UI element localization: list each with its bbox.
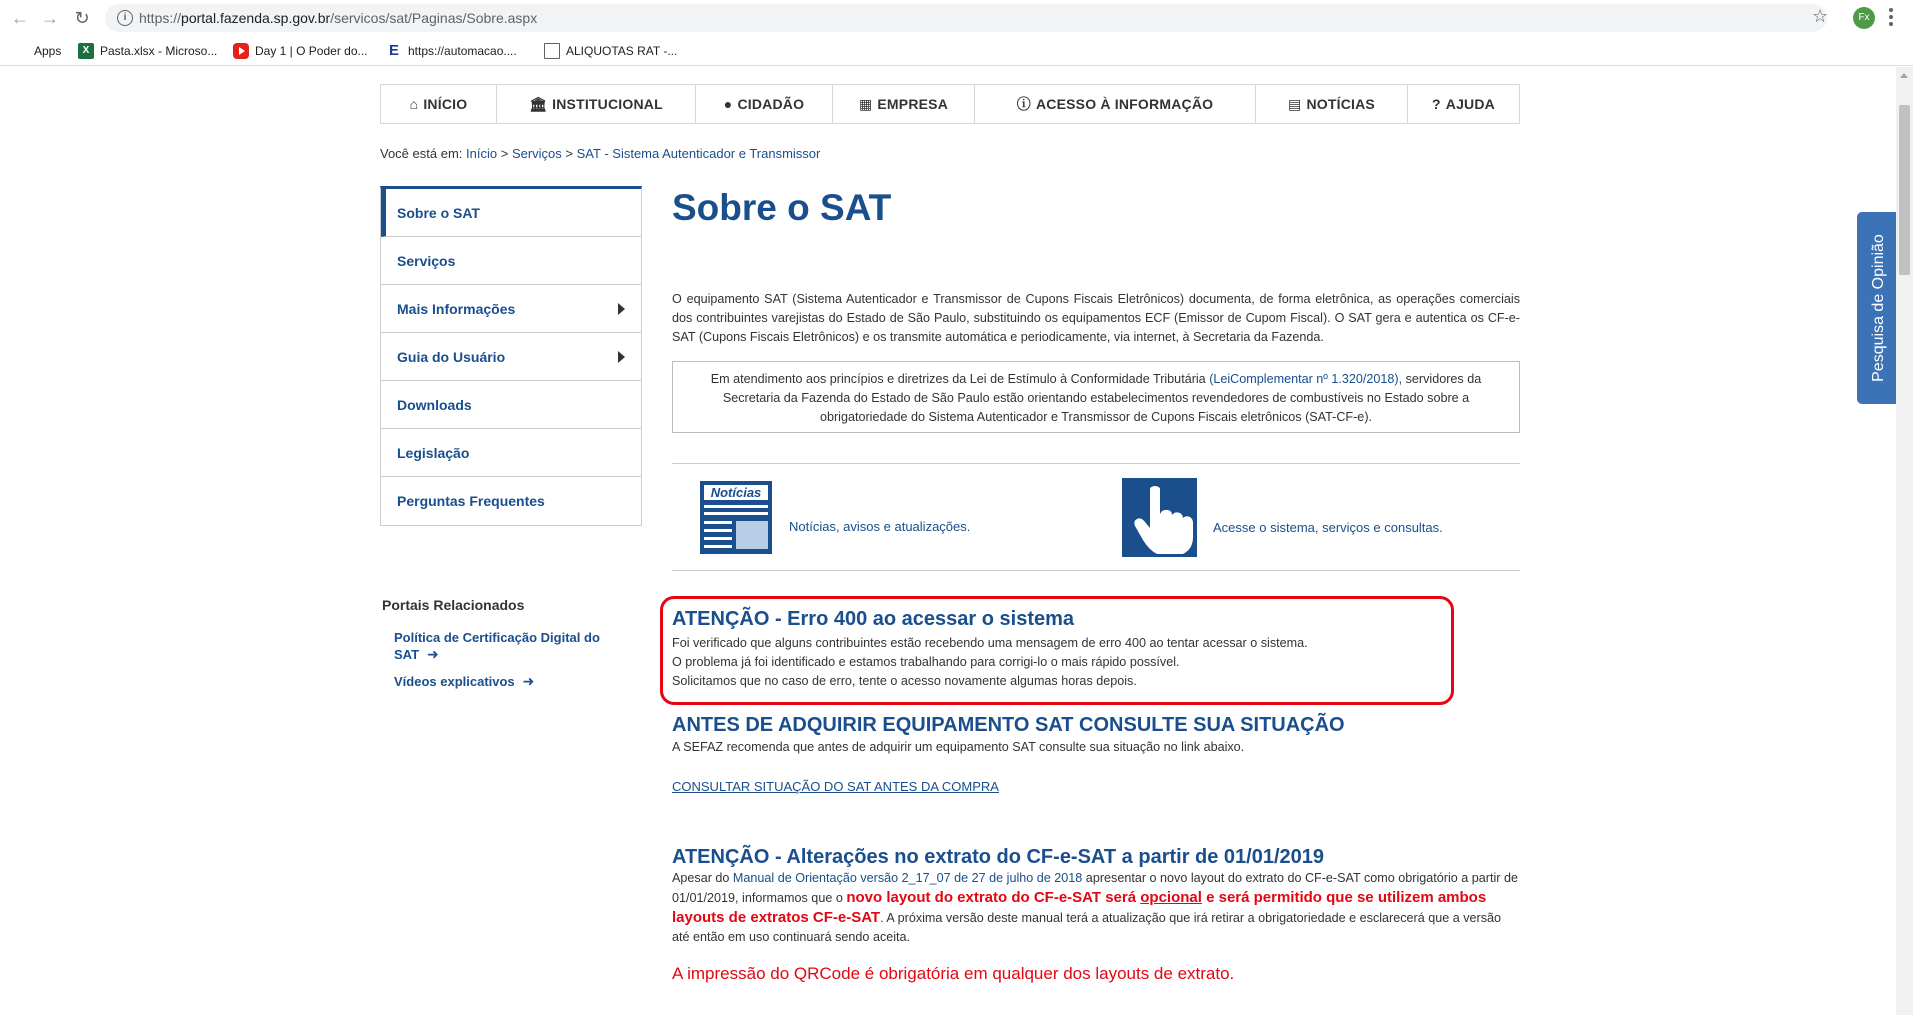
sidebar-item-perguntas[interactable] [381, 477, 641, 525]
document-icon [544, 43, 560, 59]
divider [672, 463, 1520, 464]
back-arrow-icon[interactable]: ← [11, 7, 29, 28]
scrollbar-thumb[interactable] [1899, 105, 1910, 275]
profile-avatar[interactable]: Fx [1853, 7, 1875, 29]
sidebar-item-mais-informacoes[interactable] [381, 285, 641, 333]
bookmarks-bar [0, 36, 1913, 66]
url-text[interactable] [139, 10, 537, 26]
nav-acesso-informacao[interactable] [975, 85, 1256, 123]
extrato-text: . A próxima versão deste manual terá a atualização que irá retirar a obrigatoriedade e esclarecerá que a versão até então em uso continuará sendo aceita. [672, 911, 1502, 944]
page-title: Sobre o SAT [672, 187, 892, 228]
intro-paragraph: O equipamento SAT (Sistema Autenticador e Transmissor de Cupons Fiscais Eletrônicos) documenta, de forma eletrônica, as operações comerciais dos contribuintes varejistas do Estado de São Paulo, substituindo os equipamentos ECF (Emissor de Cupom Fiscal). O SAT gera e autentica os CF-e-SAT (Cupons Fiscais Eletrônicos) e os transmite automática e periodicamente, via internet, à Secretaria da Fazenda. [672, 292, 1520, 344]
alert-title: ATENÇÃO - Erro 400 ao acessar o sistema [672, 608, 1075, 630]
arrow-right-icon: ➜ [522, 673, 535, 689]
sidebar-item-guia[interactable] [381, 333, 641, 381]
page-content [0, 67, 1896, 1015]
url-path: /servicos/sat/Paginas/Sobre.aspx [330, 10, 538, 26]
divider [672, 570, 1520, 571]
breadcrumb-prefix: Você está em: [380, 146, 463, 161]
forward-arrow-icon[interactable]: → [41, 7, 59, 28]
nav-empresa[interactable] [833, 85, 975, 123]
sidebar-item-servicos[interactable] [381, 237, 641, 285]
access-system-link[interactable]: Acesse o sistema, serviços e consultas. [1213, 520, 1443, 535]
qrcode-notice: A impressão do QRCode é obrigatória em qualquer dos layouts de extrato. [672, 964, 1235, 983]
portal-link-videos[interactable] [394, 673, 534, 690]
youtube-icon [233, 43, 249, 59]
nav-cidadao[interactable] [696, 85, 833, 123]
bookmark-automacao[interactable] [386, 36, 517, 66]
url-omnibox[interactable] [105, 4, 1827, 32]
sidebar-item-label: Serviços [397, 252, 456, 269]
chart-icon: ▦ [858, 95, 873, 112]
sidebar-item-downloads[interactable] [381, 381, 641, 429]
sidebar-item-sobre[interactable] [381, 189, 641, 237]
address-bar [0, 0, 1913, 36]
breadcrumb-sat[interactable]: SAT - Sistema Autenticador e Transmissor [576, 146, 821, 161]
manual-orientacao-link[interactable]: Manual de Orientação versão 2_17_07 de 27 de julho de 2018 [732, 871, 1083, 885]
portal-link-certificacao[interactable] [394, 629, 614, 663]
nav-ajuda[interactable] [1408, 85, 1519, 123]
feedback-tab[interactable] [1857, 212, 1901, 404]
notice-text: Em atendimento aos princípios e diretrizes da Lei de Estímulo à Conformidade Tributária [710, 372, 1210, 386]
site-info-icon[interactable]: i [117, 10, 133, 26]
sidebar-item-label: Guia do Usuário [397, 348, 506, 365]
nav-label: CIDADÃO [737, 96, 805, 112]
breadcrumb-servicos[interactable]: Serviços [511, 146, 562, 161]
antes-text: A SEFAZ recomenda que antes de adquirir um equipamento SAT consulte sua situação no link abaixo. [672, 740, 1245, 754]
nav-institucional[interactable] [497, 85, 696, 123]
bookmark-excel[interactable] [78, 36, 217, 66]
extrato-title: ATENÇÃO - Alterações no extrato do CF-e-SAT a partir de 01/01/2019 [672, 846, 1325, 868]
breadcrumb-inicio[interactable]: Início [466, 146, 498, 161]
nav-noticias[interactable] [1256, 85, 1408, 123]
bookmark-label: Pasta.xlsx - Microso... [100, 44, 218, 58]
nav-label: NOTÍCIAS [1306, 96, 1375, 112]
nav-label: INÍCIO [423, 96, 468, 112]
info-icon: ⓘ [1016, 96, 1031, 112]
newspaper-icon[interactable] [700, 481, 772, 554]
newspaper-icon: ▤ [1288, 95, 1302, 112]
reload-icon[interactable]: ↻ [74, 7, 90, 28]
sidebar-item-label: Legislação [397, 444, 470, 461]
extrato-highlight-text: e será permitido que se utilizem ambos layouts de extratos CF-e-SAT [672, 889, 1487, 926]
consultar-situacao-link[interactable]: CONSULTAR SITUAÇÃO DO SAT ANTES DA COMPRA [672, 779, 999, 794]
browser-menu-icon[interactable] [1889, 8, 1893, 26]
extrato-text: apresentar o novo layout do extrato do CF-e-SAT como obrigatório a partir de 01/01/2019, informamos que o [672, 871, 1518, 905]
sidebar-item-label: Mais Informações [397, 300, 516, 317]
sidebar-item-label: Downloads [397, 396, 472, 413]
url-host: portal.fazenda.sp.gov.br [181, 10, 331, 26]
bookmark-label: Apps [34, 44, 62, 58]
breadcrumb-sep: > [500, 146, 509, 161]
bookmark-label: ALIQUOTAS RAT -... [566, 44, 678, 58]
scroll-up-arrow-icon[interactable] [1900, 73, 1908, 78]
bookmark-aliquotas[interactable] [544, 36, 677, 66]
e-logo-icon: E [388, 42, 399, 59]
bookmark-label: https://automacao.... [408, 44, 517, 58]
portal-link-label: Política de Certificação Digital do SAT [394, 630, 600, 662]
antes-title: ANTES DE ADQUIRIR EQUIPAMENTO SAT CONSULTE SUA SITUAÇÃO [672, 714, 1345, 736]
breadcrumb [380, 146, 820, 161]
bookmark-star-icon[interactable]: ☆ [1812, 6, 1829, 26]
institution-icon: 🏛 [529, 95, 548, 112]
question-icon: ? [1432, 96, 1441, 112]
alert-line: O problema já foi identificado e estamos trabalhando para corrigi-lo o mais rápido possível. [672, 655, 1180, 669]
nav-inicio[interactable] [381, 85, 497, 123]
arrow-right-icon: ➜ [427, 646, 439, 662]
news-icon-label: Notícias [704, 485, 768, 500]
bookmark-apps[interactable] [12, 36, 61, 66]
news-link[interactable]: Notícias, avisos e atualizações. [789, 519, 971, 534]
nav-label: AJUDA [1445, 96, 1495, 112]
apps-grid-icon [12, 43, 28, 59]
nav-label: ACESSO À INFORMAÇÃO [1035, 96, 1214, 112]
page-scrollbar[interactable] [1896, 67, 1913, 1015]
portais-title: Portais Relacionados [382, 597, 525, 613]
extrato-text: Apesar do [672, 871, 733, 885]
sidebar-item-label: Perguntas Frequentes [397, 493, 545, 509]
sidebar-menu [380, 186, 642, 526]
alert-line: Foi verificado que alguns contribuintes estão recebendo uma mensagem de erro 400 ao tentar acessar o sistema. [672, 636, 1308, 650]
notice-law-link[interactable]: (LeiComplementar nº 1.320/2018), [1209, 372, 1403, 386]
notice-box [672, 361, 1520, 433]
portal-link-label: Vídeos explicativos [394, 674, 515, 689]
excel-icon: X [78, 43, 94, 59]
nav-label: INSTITUCIONAL [552, 96, 663, 112]
notice-text: servidores da Secretaria da Fazenda do Estado de São Paulo estão orientando estabelecimentos revendedores de combustíveis no Estado sobre a obrigatoriedade do Sistema Autenticador e Transmissor de Cupons Fiscais eletrônicos (SAT-CF-e). [722, 372, 1482, 424]
pointing-hand-icon[interactable] [1122, 478, 1197, 557]
extrato-highlight-text: novo layout do extrato do CF-e-SAT será [846, 889, 1141, 906]
alert-line: Solicitamos que no caso de erro, tente o acesso novamente algumas horas depois. [672, 674, 1137, 688]
sidebar-item-legislacao[interactable] [381, 429, 641, 477]
bookmark-label: Day 1 | O Poder do... [255, 44, 368, 58]
top-navigation [380, 84, 1520, 124]
home-icon: ⌂ [409, 96, 419, 112]
breadcrumb-sep: > [565, 146, 574, 161]
caret-right-icon [618, 303, 625, 315]
sidebar-item-label: Sobre o SAT [397, 204, 480, 221]
bookmark-youtube[interactable] [233, 36, 368, 66]
extrato-paragraph [672, 869, 1520, 947]
feedback-tab-label: Pesquisa de Opinião [1870, 234, 1887, 382]
caret-right-icon [618, 351, 625, 363]
url-scheme: https:// [139, 10, 182, 26]
user-icon: ● [723, 96, 733, 112]
extrato-highlight-underline: opcional [1140, 889, 1202, 906]
nav-label: EMPRESA [877, 96, 949, 112]
